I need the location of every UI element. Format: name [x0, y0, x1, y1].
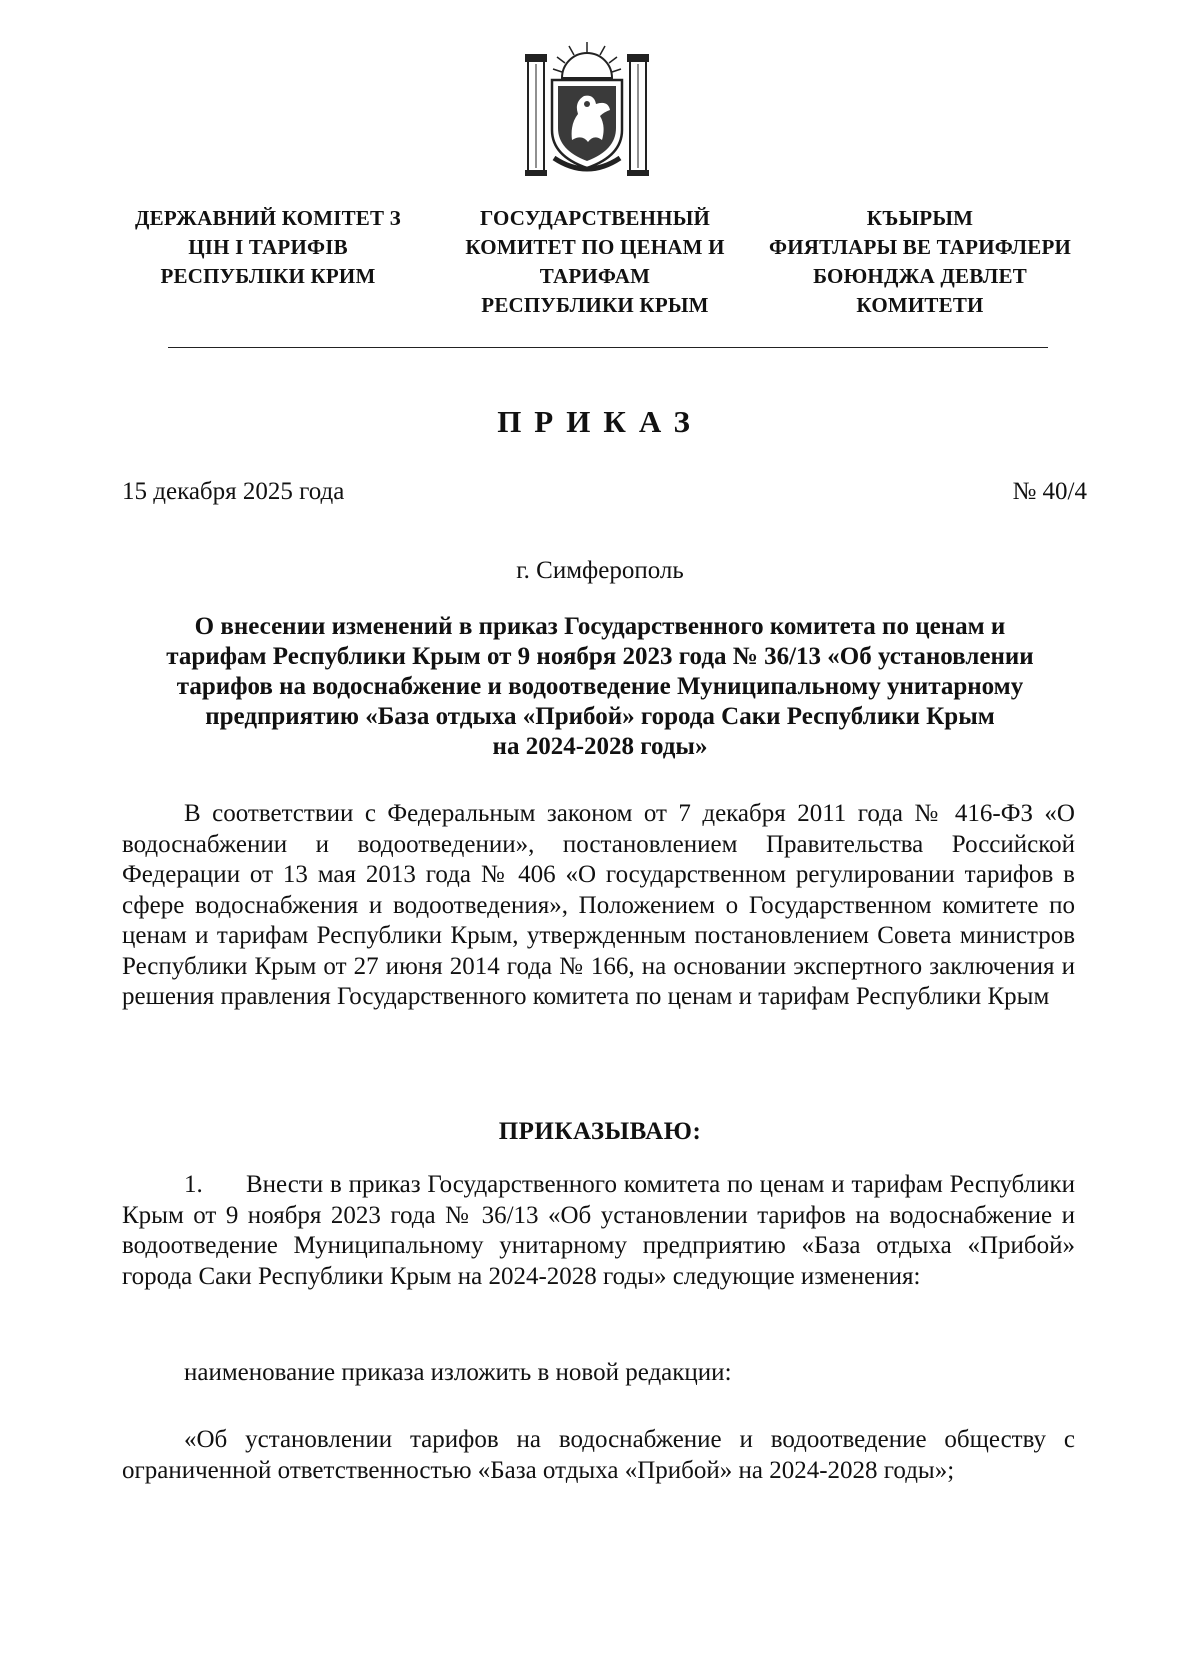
- org-ua-line: РЕСПУБЛІКИ КРИМ: [160, 264, 376, 288]
- org-crh-line: БОЮНДЖА ДЕВЛЕТ: [813, 264, 1027, 288]
- document-date: 15 декабря 2025 года: [122, 478, 345, 505]
- org-name-russian: [445, 204, 745, 320]
- subject-line: тарифов на водоснабжение и водоотведение Муниципальному унитарному: [176, 673, 1024, 700]
- item-number: 1.: [184, 1171, 203, 1198]
- basis-paragraph: В соответствии с Федеральным законом от 7 декабря 2011 года № 416-ФЗ «О водоснабжении и водоотведении», постановлением Правительства Российской Федерации от 13 мая 2013 года № 406 «О государственном регулировании тарифов в сфере водоснабжения и водоотведения», Положением о Государственном комитете по ценам и тарифам Республики Крым, утвержденным постановлением Совета министров Республики Крым от 27 июня 2014 года № 166, на основании экспертного заключения и решения правления Государственного комитета по ценам и тарифам Республики Крым: [122, 800, 1075, 1010]
- org-crh-line: ФИЯТЛАРЫ ВЕ ТАРИФЛЕРИ: [768, 235, 1072, 259]
- document-subject: [120, 612, 1080, 762]
- subject-line: на 2024-2028 годы»: [492, 733, 708, 760]
- org-name-crimean-tatar: [760, 204, 1080, 320]
- document-number: № 40/4: [1012, 478, 1087, 505]
- org-crh-line: КОМИТЕТИ: [856, 293, 984, 317]
- document-title: ПРИКАЗ: [497, 404, 703, 439]
- org-name-ukrainian: [118, 204, 418, 291]
- order-item-1: [122, 1170, 1075, 1292]
- subject-line: тарифам Республики Крым от 9 ноября 2023 года № 36/13 «Об установлении: [166, 643, 1034, 670]
- item-1-text: Внести в приказ Государственного комитета по ценам и тарифам Республики Крым от 9 ноября 2023 года № 36/13 «Об установлении тарифов на водоснабжение и водоотведение Муниципальному унитарному предприятию «База отдыха «Прибой» города Саки Республики Крым на 2024-2028 годы» следующие изменения:: [122, 1171, 1075, 1290]
- header-divider: [168, 347, 1048, 348]
- coat-of-arms-emblem: [524, 38, 650, 178]
- subject-line: О внесении изменений в приказ Государственного комитета по ценам и: [194, 613, 1006, 640]
- subject-line: предприятию «База отдыха «Прибой» города Саки Республики Крым: [205, 703, 995, 730]
- order-item-1-subclause: наименование приказа изложить в новой редакции:: [184, 1359, 732, 1386]
- order-heading: ПРИКАЗЫВАЮ:: [498, 1118, 702, 1145]
- org-ru-line: ТАРИФАМ: [539, 264, 651, 288]
- org-ru-line: ГОСУДАРСТВЕННЫЙ: [479, 206, 711, 230]
- org-ru-line: РЕСПУБЛИКИ КРЫМ: [481, 293, 709, 317]
- document-city: г. Симферополь: [516, 557, 684, 584]
- order-item-1-new-title: «Об установлении тарифов на водоснабжение и водоотведение обществу с ограниченной ответственностью «База отдыха «Прибой» на 2024-2028 годы»;: [122, 1426, 1075, 1484]
- org-ua-line: ДЕРЖАВНИЙ КОМІТЕТ З: [135, 206, 401, 230]
- org-ru-line: КОМИТЕТ ПО ЦЕНАМ И: [465, 235, 725, 259]
- org-crh-line: КЪЫРЫМ: [866, 206, 974, 230]
- org-ua-line: ЦІН І ТАРИФІВ: [188, 235, 348, 259]
